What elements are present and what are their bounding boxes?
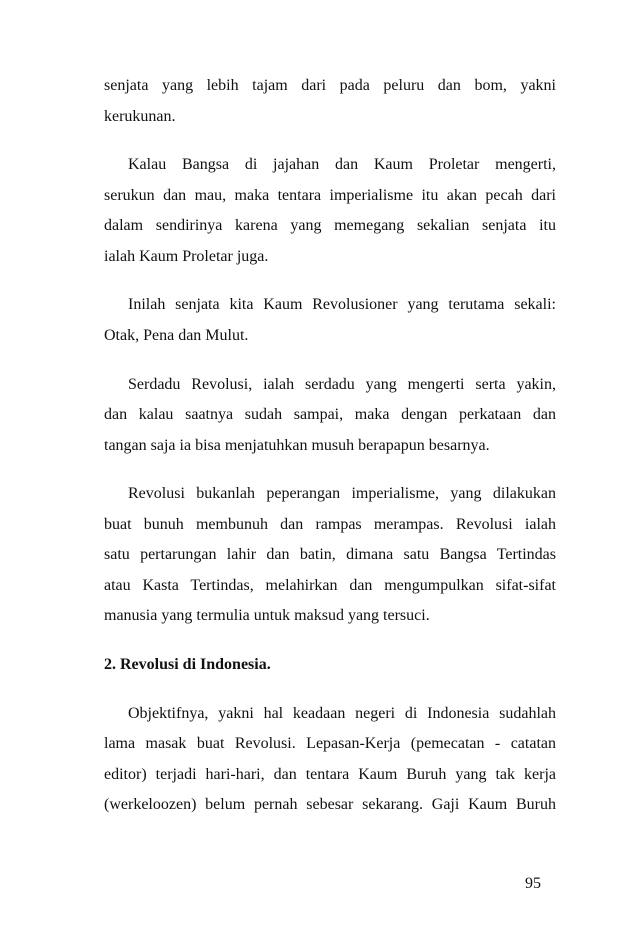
text-line: atau Kasta Tertindas, melahirkan dan mengumpulkan sifat-sifat xyxy=(104,577,556,594)
text-line: Serdadu Revolusi, ialah serdadu yang mengerti serta yakin, xyxy=(128,376,556,393)
text-line: senjata yang lebih tajam dari pada peluru dan bom, yakni xyxy=(104,77,556,94)
text-line: Kalau Bangsa di jajahan dan Kaum Proletar mengerti, xyxy=(128,156,556,173)
text-line: ialah Kaum Proletar juga. xyxy=(104,248,269,265)
text-line: buat bunuh membunuh dan rampas merampas. Revolusi ialah xyxy=(104,516,556,533)
text-line: Otak, Pena dan Mulut. xyxy=(104,327,249,344)
text-line: dalam sendirinya karena yang memegang sekalian senjata itu xyxy=(104,217,556,234)
text-line: (werkeloozen) belum pernah sebesar sekarang. Gaji Kaum Buruh xyxy=(104,796,556,813)
section-heading: 2. Revolusi di Indonesia. xyxy=(104,656,271,673)
text-line: editor) terjadi hari-hari, dan tentara Kaum Buruh yang tak kerja xyxy=(104,766,556,783)
text-line: Inilah senjata kita Kaum Revolusioner yang terutama sekali: xyxy=(128,296,556,313)
text-line: lama masak buat Revolusi. Lepasan-Kerja (pemecatan - catatan xyxy=(104,735,556,752)
text-line: dan kalau saatnya sudah sampai, maka dengan perkataan dan xyxy=(104,406,556,423)
text-line: kerukunan. xyxy=(104,108,176,125)
text-line: manusia yang termulia untuk maksud yang tersuci. xyxy=(104,607,430,624)
text-line: serukun dan mau, maka tentara imperialisme itu akan pecah dari xyxy=(104,187,556,204)
page-number: 95 xyxy=(525,875,541,892)
text-line: satu pertarungan lahir dan batin, dimana satu Bangsa Tertindas xyxy=(104,546,556,563)
text-line: tangan saja ia bisa menjatuhkan musuh berapapun besarnya. xyxy=(104,437,490,454)
text-line: Objektifnya, yakni hal keadaan negeri di Indonesia sudahlah xyxy=(128,705,556,722)
text-line: Revolusi bukanlah peperangan imperialisme, yang dilakukan xyxy=(128,485,556,502)
